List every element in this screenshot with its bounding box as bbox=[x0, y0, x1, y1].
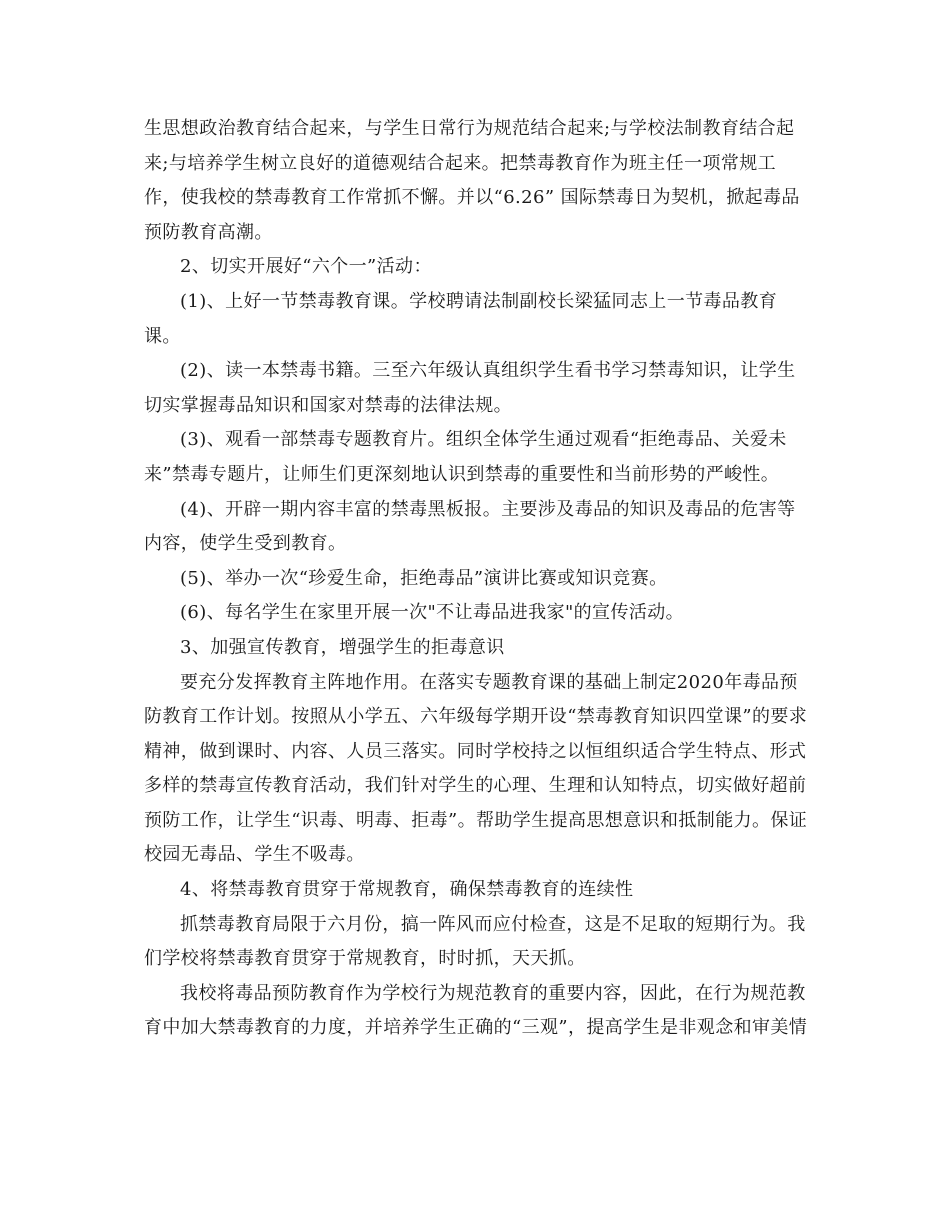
text-line: 内容，使学生受到教育。 bbox=[144, 533, 347, 555]
text-line: 来;与培养学生树立良好的道德观结合起来。把禁毒教育作为班主任一项常规工 bbox=[144, 152, 777, 174]
text-line: 生思想政治教育结合起来，与学生日常行为规范结合起来;与学校法制教育结合起 bbox=[144, 118, 795, 139]
text-line: 抓禁毒教育局限于六月份，搞一阵风而应付检查，这是不足取的短期行为。我 bbox=[180, 913, 806, 935]
text-line: (2)、读一本禁毒书籍。三至六年级认真组织学生看书学习禁毒知识，让学生 bbox=[180, 360, 796, 382]
text-line: 育中加大禁毒教育的力度，并培养学生正确的“三观”，提高学生是非观念和审美情 bbox=[144, 1017, 808, 1039]
text-line: 精神，做到课时、内容、人员三落实。同时学校持之以恒组织适合学生特点、形式 bbox=[144, 740, 807, 762]
text-line: 2、切实开展好“六个一”活动： bbox=[180, 256, 432, 278]
text-line: 作，使我校的禁毒教育工作常抓不懈。并以“6.26” 国际禁毒日为契机，掀起毒品 bbox=[144, 187, 800, 209]
text-line: 3、加强宣传教育，增强学生的拒毒意识 bbox=[180, 636, 505, 658]
text-line: (1)、上好一节禁毒教育课。学校聘请法制副校长梁猛同志上一节毒品教育 bbox=[180, 290, 778, 312]
text-line: 们学校将禁毒教育贯穿于常规教育，时时抓，天天抓。 bbox=[144, 948, 586, 970]
text-line: 课。 bbox=[144, 325, 181, 347]
text-line: 要充分发挥教育主阵地作用。在落实专题教育课的基础上制定2020年毒品预 bbox=[180, 671, 798, 693]
text-line: (5)、举办一次“珍爱生命，拒绝毒品”演讲比赛或知识竞赛。 bbox=[180, 567, 668, 589]
text-line: (3)、观看一部禁毒专题教育片。组织全体学生通过观看“拒绝毒品、关爱未 bbox=[180, 429, 787, 451]
text-line: 防教育工作计划。按照从小学五、六年级每学期开设“禁毒教育知识四堂课”的要求 bbox=[144, 706, 808, 728]
text-line: 预防工作，让学生“识毒、明毒、拒毒”。帮助学生提高思想意识和抵制能力。保证 bbox=[144, 809, 808, 831]
text-line: 校园无毒品、学生不吸毒。 bbox=[144, 844, 365, 866]
text-line: 我校将毒品预防教育作为学校行为规范教育的重要内容，因此，在行为规范教 bbox=[180, 982, 806, 1004]
text-line: 多样的禁毒宣传教育活动，我们针对学生的心理、生理和认知特点，切实做好超前 bbox=[144, 775, 807, 797]
text-line: (6)、每名学生在家里开展一次"不让毒品进我家"的宣传活动。 bbox=[180, 602, 685, 624]
text-line: (4)、开辟一期内容丰富的禁毒黑板报。主要涉及毒品的知识及毒品的危害等 bbox=[180, 498, 796, 520]
text-line: 预防教育高潮。 bbox=[144, 221, 273, 243]
text-line: 4、将禁毒教育贯穿于常规教育，确保禁毒教育的连续性 bbox=[180, 879, 634, 901]
text-line: 来”禁毒专题片，让师生们更深刻地认识到禁毒的重要性和当前形势的严峻性。 bbox=[144, 463, 780, 485]
text-line: 切实掌握毒品知识和国家对禁毒的法律法规。 bbox=[144, 394, 512, 416]
document-body bbox=[144, 112, 812, 1046]
